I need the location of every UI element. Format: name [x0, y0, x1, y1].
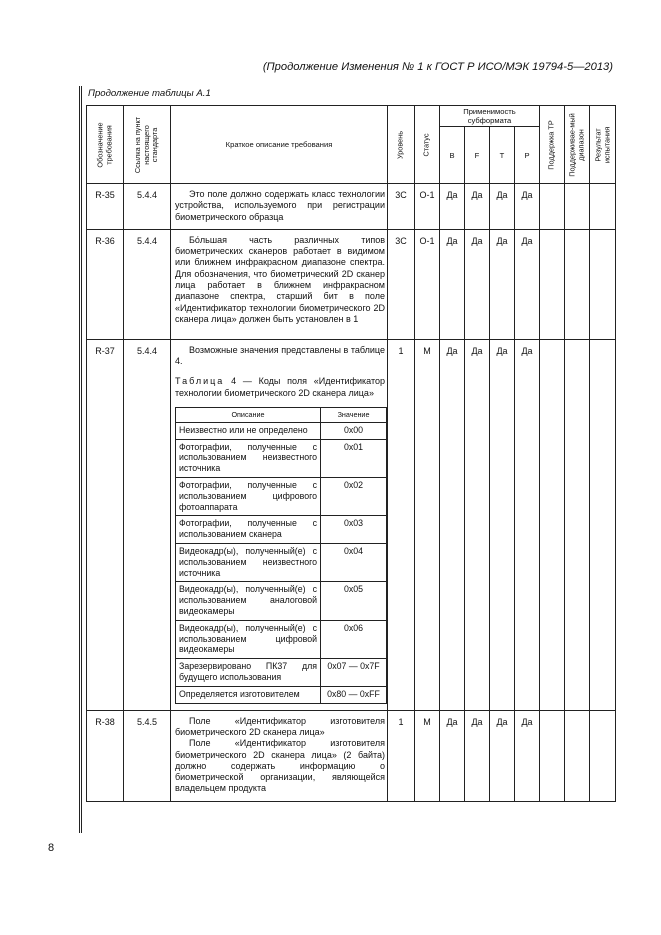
inner-desc: Зарезервировано ПК37 для будущего использования [176, 659, 321, 687]
inner-row [176, 582, 387, 620]
row-f: Да [465, 339, 490, 710]
row-test-result [590, 184, 616, 230]
row-t: Да [490, 710, 515, 801]
table-caption: Продолжение таблицы А.1 [88, 88, 211, 99]
table-row [87, 710, 616, 801]
inner-row [176, 659, 387, 687]
row-status: М [415, 339, 440, 710]
row-level: 3С [388, 229, 415, 339]
col-header-support-tp: Поддержка ТР [540, 106, 565, 184]
inner-value: 0х00 [321, 422, 387, 439]
row-description-para-2: Поле «Идентификатор изготовителя биометрического 2D сканера лица» (2 байта) должно содержать информацию о биометрической организации, являющейся владельцем продукта [175, 738, 385, 794]
requirements-table [86, 105, 616, 802]
table-row [87, 339, 616, 710]
inner-row [176, 478, 387, 516]
table-row [87, 184, 616, 230]
col-header-applicability: Применимость субформата [440, 106, 540, 127]
row-support-tp [540, 184, 565, 230]
inner-value: 0х01 [321, 439, 387, 477]
col-header-test-result: Результат испытания [590, 106, 616, 184]
inner-desc: Видеокадр(ы), полученный(е) с использованием цифровой видеокамеры [176, 620, 321, 658]
row-support-tp [540, 339, 565, 710]
col-header-reference: Ссылка на пункт настоящего стандарта [124, 106, 171, 184]
page-number: 8 [48, 842, 55, 854]
row-supported-range [565, 184, 590, 230]
inner-row [176, 439, 387, 477]
row-test-result [590, 229, 616, 339]
row-p: Да [515, 184, 540, 230]
row-description [171, 339, 388, 710]
inner-desc: Определяется изготовителем [176, 686, 321, 703]
col-header-sub-t: Т [490, 127, 515, 184]
row-p: Да [515, 710, 540, 801]
row-description-text: Возможные значения представлены в таблице 4. [175, 344, 385, 367]
inner-value: 0х80 — 0хFF [321, 686, 387, 703]
inner-desc: Неизвестно или не определено [176, 422, 321, 439]
row-level: 1 [388, 710, 415, 801]
inner-value: 0х05 [321, 582, 387, 620]
row-t: Да [490, 184, 515, 230]
row-description [171, 710, 388, 801]
row-description: Это поле должно содержать класс технологии устройства, используемого при регистрации биометрического образца [171, 184, 388, 230]
row-f: Да [465, 229, 490, 339]
row-b: Да [440, 710, 465, 801]
row-status: О-1 [415, 229, 440, 339]
row-description: Бо́льшая часть различных типов биометрических сканеров работает в видимом или ближнем инфракрасном диапазоне спектра. Для обозначения, что биометрический 2D сканер лица работает в ближнем инфракрасном диапазоне спектра, старший бит в поле «Идентификатор технологии биометрического 2D сканера лица» должен быть установлен в 1 [171, 229, 388, 339]
inner-desc: Видеокадр(ы), полученный(е) с использованием неизвестного источника [176, 544, 321, 582]
row-id: R-36 [87, 229, 124, 339]
col-header-designation: Обозначение требования [87, 106, 124, 184]
row-id: R-38 [87, 710, 124, 801]
row-support-tp [540, 710, 565, 801]
row-t: Да [490, 229, 515, 339]
row-b: Да [440, 229, 465, 339]
inner-desc: Фотографии, полученные с использованием сканера [176, 516, 321, 544]
row-status: О-1 [415, 184, 440, 230]
col-header-status: Статус [415, 106, 440, 184]
row-supported-range [565, 229, 590, 339]
col-header-sub-b: В [440, 127, 465, 184]
row-p: Да [515, 229, 540, 339]
row-ref: 5.4.4 [124, 229, 171, 339]
col-header-sub-p: Р [515, 127, 540, 184]
row-id: R-37 [87, 339, 124, 710]
inner-row [176, 422, 387, 439]
inner-value: 0х04 [321, 544, 387, 582]
row-description-para-1: Поле «Идентификатор изготовителя биометрического 2D сканера лица» [175, 715, 385, 737]
row-p: Да [515, 339, 540, 710]
inner-value: 0х07 — 0х7F [321, 659, 387, 687]
inner-value: 0х02 [321, 478, 387, 516]
col-header-level: Уровень [388, 106, 415, 184]
col-header-description: Краткое описание требования [171, 106, 388, 184]
row-ref: 5.4.4 [124, 184, 171, 230]
row-f: Да [465, 710, 490, 801]
inner-row [176, 516, 387, 544]
change-margin-bar [79, 86, 82, 833]
inner-value: 0х03 [321, 516, 387, 544]
inner-desc: Фотографии, полученные с использованием цифрового фотоаппарата [176, 478, 321, 516]
inner-head-value: Значение [321, 408, 387, 423]
inner-codes-table [175, 407, 387, 704]
row-f: Да [465, 184, 490, 230]
inner-row [176, 620, 387, 658]
inner-desc: Фотографии, полученные с использованием неизвестного источника [176, 439, 321, 477]
inner-value: 0х06 [321, 620, 387, 658]
row-t: Да [490, 339, 515, 710]
row-level: 3С [388, 184, 415, 230]
row-supported-range [565, 339, 590, 710]
row-test-result [590, 339, 616, 710]
running-header: (Продолжение Изменения № 1 к ГОСТ Р ИСО/МЭК 19794-5—2013) [262, 61, 613, 73]
row-ref: 5.4.4 [124, 339, 171, 710]
row-b: Да [440, 339, 465, 710]
inner-row [176, 686, 387, 703]
row-ref: 5.4.5 [124, 710, 171, 801]
inner-table-caption: Таблица 4 — Коды поля «Идентификатор технологии биометрического 2D сканера лица» [175, 376, 385, 398]
row-status: М [415, 710, 440, 801]
inner-head-description: Описание [176, 408, 321, 423]
row-b: Да [440, 184, 465, 230]
row-test-result [590, 710, 616, 801]
inner-row [176, 544, 387, 582]
col-header-supported-range: Поддерживае-мый диапазон [565, 106, 590, 184]
row-id: R-35 [87, 184, 124, 230]
row-supported-range [565, 710, 590, 801]
col-header-sub-f: F [465, 127, 490, 184]
row-level: 1 [388, 339, 415, 710]
inner-desc: Видеокадр(ы), полученный(е) с использованием аналоговой видеокамеры [176, 582, 321, 620]
table-row [87, 229, 616, 339]
row-support-tp [540, 229, 565, 339]
